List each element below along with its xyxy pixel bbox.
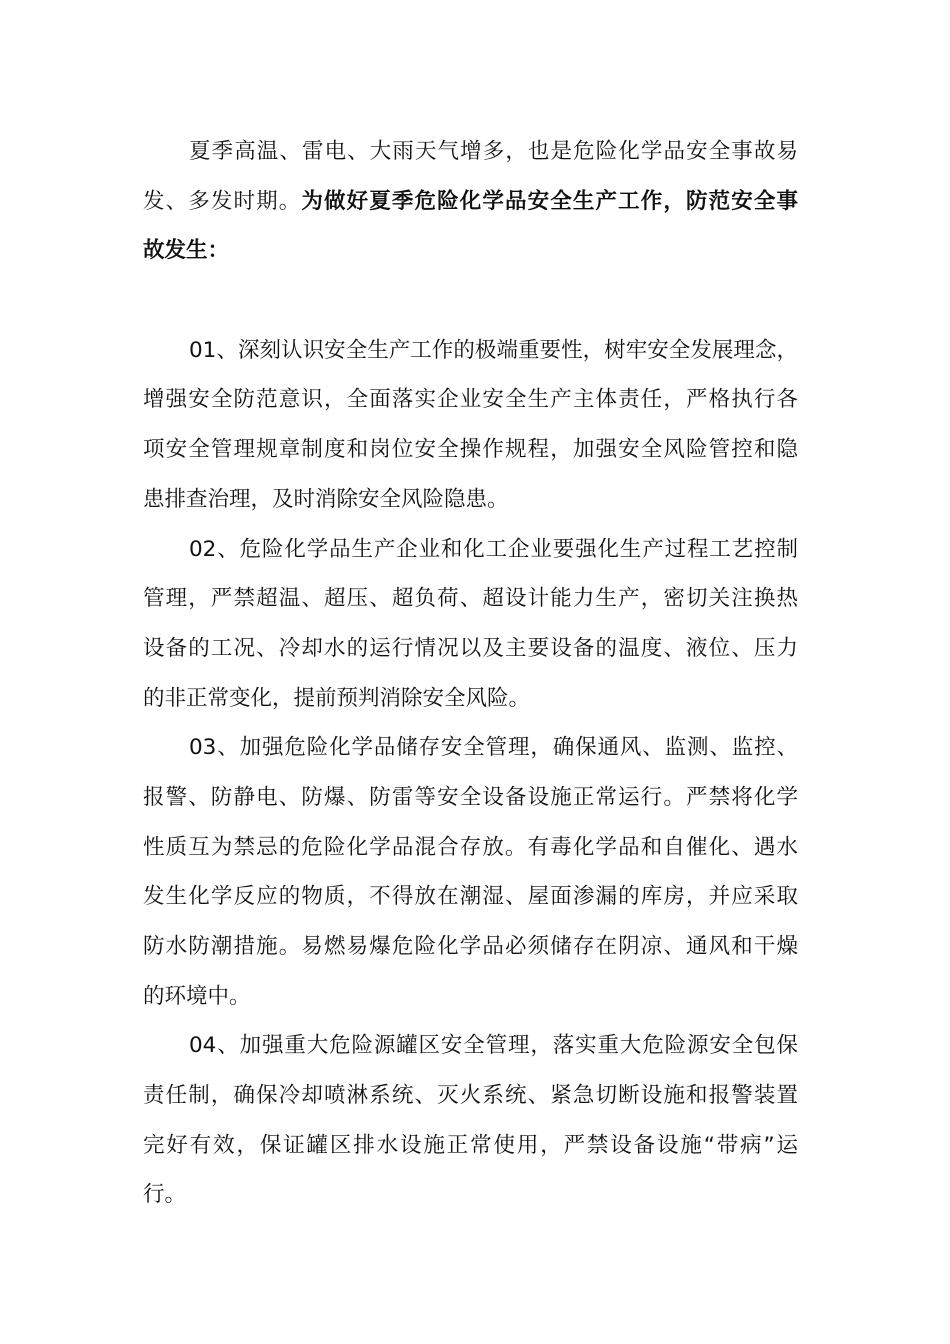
text-line: 夏季高温、雷电、大雨天气增多，也是危险化学品安全事故易 xyxy=(189,139,798,164)
text-line: 项安全管理规章制度和岗位安全操作规程，加强安全风险管控和隐 xyxy=(143,437,798,463)
list-item xyxy=(143,326,798,525)
text-line xyxy=(143,226,798,276)
item-list xyxy=(143,326,798,1220)
document-body xyxy=(143,127,798,1220)
text-bold: 为做好夏季危险化学品安全生产工作，防范安全事 xyxy=(301,188,798,214)
text-line: 报警、防静电、防爆、防雷等安全设备设施正常运行。严禁将化学 xyxy=(143,784,798,810)
text-line: 责任制，确保冷却喷淋系统、灭火系统、紧急切断设施和报警装置 xyxy=(143,1083,798,1109)
text-line: 发生化学反应的物质，不得放在潮湿、屋面渗漏的库房，并应采取 xyxy=(143,884,798,910)
list-item xyxy=(143,1021,798,1220)
text-line: 性质互为禁忌的危险化学品混合存放。有毒化学品和自催化、遇水 xyxy=(143,834,798,860)
text-line: 的环境中。 xyxy=(143,983,251,1009)
list-item xyxy=(143,525,798,724)
blank-line xyxy=(143,276,798,326)
text-line xyxy=(143,177,798,227)
text-line: 增强安全防范意识，全面落实企业安全生产主体责任，严格执行各 xyxy=(143,387,798,413)
text-line: 的非正常变化，提前预判消除安全风险。 xyxy=(143,685,531,711)
text-line: 管理，严禁超温、超压、超负荷、超设计能力生产，密切关注换热 xyxy=(143,586,798,612)
list-item xyxy=(143,723,798,1021)
text-line: 03、加强危险化学品储存安全管理，确保通风、监测、监控、 xyxy=(189,735,798,761)
text-line: 02、危险化学品生产企业和化工企业要强化生产过程工艺控制 xyxy=(189,536,798,562)
text-line: 01、深刻认识安全生产工作的极端重要性，树牢安全发展理念， xyxy=(189,337,798,363)
text-line: 完好有效，保证罐区排水设施正常使用，严禁设备设施“带病”运 xyxy=(143,1132,798,1158)
intro-paragraph xyxy=(143,127,798,276)
text-line: 患排查治理，及时消除安全风险隐患。 xyxy=(143,486,509,512)
text-line: 设备的工况、冷却水的运行情况以及主要设备的温度、液位、压力 xyxy=(143,635,798,661)
text-line: 行。 xyxy=(143,1182,187,1208)
text-normal: 发、多发时期。 xyxy=(143,188,302,214)
text-line: 04、加强重大危险源罐区安全管理，落实重大危险源安全包保 xyxy=(189,1033,798,1059)
text-line: 防水防潮措施。易燃易爆危险化学品必须储存在阴凉、通风和干燥 xyxy=(143,934,798,959)
text-bold: 故发生： xyxy=(143,238,230,264)
